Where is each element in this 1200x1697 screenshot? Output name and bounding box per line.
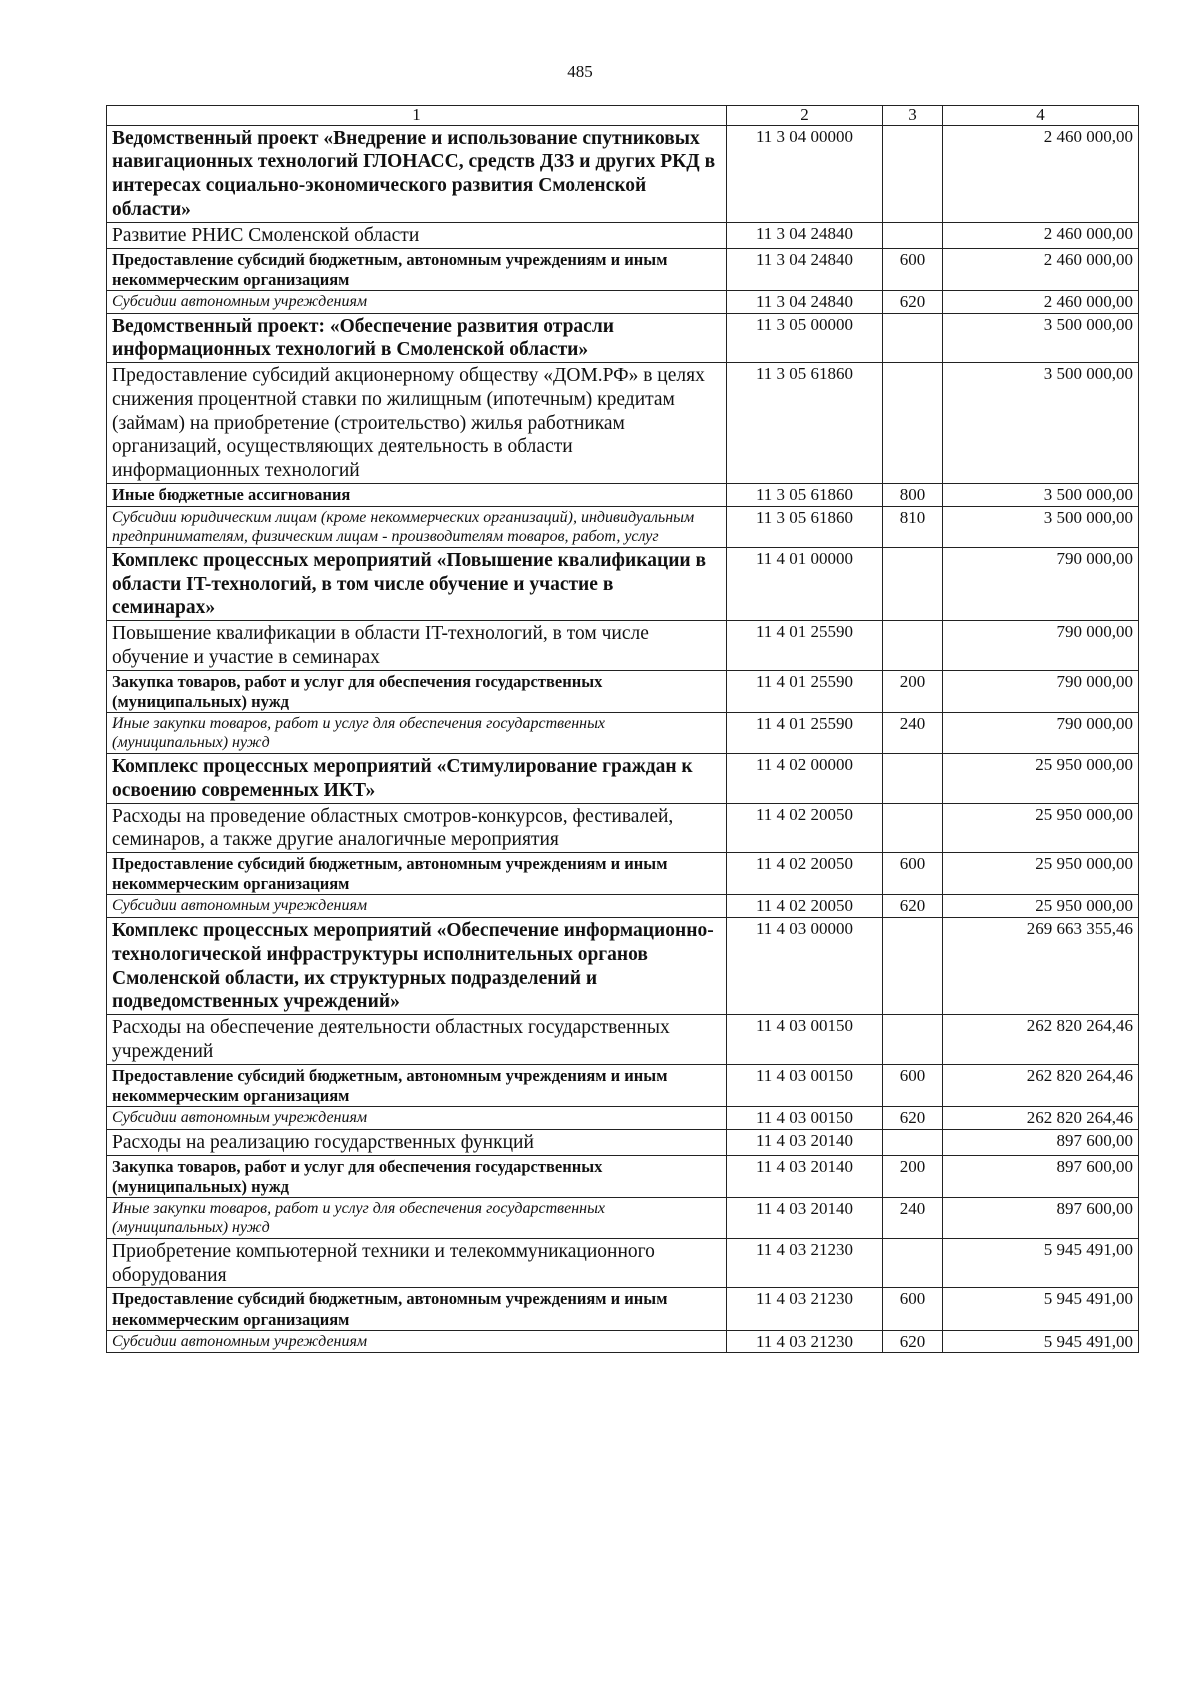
table-row	[107, 1197, 1139, 1238]
row-name-cell: Предоставление субсидий акционерному обществу «ДОМ.РФ» в целях снижения процентной ставки по жилищным (ипотечным) кредитам (займам) на приобретение (строительство) жилья работникам организаций, осуществляющих деятельность в области информационных технологий	[107, 363, 727, 484]
row-vr-cell	[883, 363, 943, 484]
table-row	[107, 1064, 1139, 1106]
row-name-cell: Иные закупки товаров, работ и услуг для обеспечения государственных (муниципальных) нужд	[107, 1197, 727, 1238]
row-code-cell: 11 4 03 21230	[727, 1330, 883, 1353]
row-vr-cell: 810	[883, 506, 943, 547]
row-sum-cell: 790 000,00	[943, 621, 1139, 671]
row-name-cell: Комплекс процессных мероприятий «Обеспечение информационно-технологической инфраструктуры исполнительных органов Смоленской области, их структурных подразделений и подведомственных учреждений»	[107, 918, 727, 1015]
row-vr-cell	[883, 1129, 943, 1155]
row-name-cell: Ведомственный проект «Внедрение и использование спутниковых навигационных технологий ГЛОНАСС, средств ДЗЗ и других РКД в интересах социально-экономического развития Смоленской области»	[107, 125, 727, 222]
row-name-cell: Закупка товаров, работ и услуг для обеспечения государственных (муниципальных) нужд	[107, 670, 727, 712]
row-sum-cell: 25 950 000,00	[943, 853, 1139, 895]
row-name-cell: Комплекс процессных мероприятий «Стимулирование граждан к освоению современных ИКТ»	[107, 754, 727, 804]
table-row	[107, 1155, 1139, 1197]
row-vr-cell: 620	[883, 1330, 943, 1353]
row-sum-cell: 3 500 000,00	[943, 363, 1139, 484]
row-name-cell: Развитие РНИС Смоленской области	[107, 222, 727, 248]
row-vr-cell: 600	[883, 1288, 943, 1330]
row-name-cell: Предоставление субсидий бюджетным, автономным учреждениям и иным некоммерческим организациям	[107, 1288, 727, 1330]
table-row	[107, 918, 1139, 1015]
row-name-cell: Закупка товаров, работ и услуг для обеспечения государственных (муниципальных) нужд	[107, 1155, 727, 1197]
row-sum-cell: 262 820 264,46	[943, 1107, 1139, 1130]
row-vr-cell	[883, 803, 943, 853]
page-number: 485	[567, 62, 593, 81]
table-row	[107, 313, 1139, 363]
header-cell-name: 1	[107, 106, 727, 126]
row-sum-cell: 2 460 000,00	[943, 290, 1139, 313]
row-sum-cell: 5 945 491,00	[943, 1330, 1139, 1353]
table-row	[107, 363, 1139, 484]
row-name-cell: Субсидии автономным учреждениям	[107, 1330, 727, 1353]
row-vr-cell	[883, 222, 943, 248]
row-name-cell: Расходы на проведение областных смотров-конкурсов, фестивалей, семинаров, а также другие аналогичные мероприятия	[107, 803, 727, 853]
row-code-cell: 11 3 05 00000	[727, 313, 883, 363]
row-code-cell: 11 4 02 00000	[727, 754, 883, 804]
table-row	[107, 853, 1139, 895]
table-row	[107, 1129, 1139, 1155]
row-sum-cell: 2 460 000,00	[943, 248, 1139, 290]
row-code-cell: 11 3 04 24840	[727, 290, 883, 313]
row-name-cell: Субсидии автономным учреждениям	[107, 895, 727, 918]
row-vr-cell	[883, 621, 943, 671]
row-vr-cell: 620	[883, 1107, 943, 1130]
row-sum-cell: 790 000,00	[943, 670, 1139, 712]
row-sum-cell: 2 460 000,00	[943, 222, 1139, 248]
table-row	[107, 895, 1139, 918]
row-name-cell: Расходы на обеспечение деятельности областных государственных учреждений	[107, 1015, 727, 1065]
row-code-cell: 11 4 03 20140	[727, 1197, 883, 1238]
header-cell-sum: 4	[943, 106, 1139, 126]
row-vr-cell: 240	[883, 1197, 943, 1238]
table-row	[107, 547, 1139, 620]
table-row	[107, 1330, 1139, 1353]
row-vr-cell: 600	[883, 1064, 943, 1106]
header-row	[107, 106, 1139, 126]
row-vr-cell	[883, 918, 943, 1015]
row-vr-cell	[883, 1238, 943, 1288]
row-vr-cell	[883, 1015, 943, 1065]
row-name-cell: Повышение квалификации в области IT-технологий, в том числе обучение и участие в семинарах	[107, 621, 727, 671]
row-code-cell: 11 4 03 21230	[727, 1288, 883, 1330]
row-vr-cell: 620	[883, 895, 943, 918]
row-name-cell: Субсидии автономным учреждениям	[107, 290, 727, 313]
row-sum-cell: 25 950 000,00	[943, 895, 1139, 918]
row-code-cell: 11 3 05 61860	[727, 363, 883, 484]
row-name-cell: Комплекс процессных мероприятий «Повышение квалификации в области IT-технологий, в том числе обучение и участие в семинарах»	[107, 547, 727, 620]
row-vr-cell: 240	[883, 712, 943, 753]
row-sum-cell: 897 600,00	[943, 1155, 1139, 1197]
row-code-cell: 11 4 03 20140	[727, 1129, 883, 1155]
row-sum-cell: 3 500 000,00	[943, 484, 1139, 507]
table-row	[107, 125, 1139, 222]
row-name-cell: Субсидии юридическим лицам (кроме некоммерческих организаций), индивидуальным предпринимателям, физическим лицам - производителям товаров, работ, услуг	[107, 506, 727, 547]
row-vr-cell: 800	[883, 484, 943, 507]
row-name-cell: Иные закупки товаров, работ и услуг для обеспечения государственных (муниципальных) нужд	[107, 712, 727, 753]
row-code-cell: 11 4 03 20140	[727, 1155, 883, 1197]
row-sum-cell: 5 945 491,00	[943, 1238, 1139, 1288]
row-code-cell: 11 4 02 20050	[727, 895, 883, 918]
row-name-cell: Иные бюджетные ассигнования	[107, 484, 727, 507]
header-cell-vr: 3	[883, 106, 943, 126]
row-sum-cell: 25 950 000,00	[943, 754, 1139, 804]
row-vr-cell: 600	[883, 248, 943, 290]
row-sum-cell: 2 460 000,00	[943, 125, 1139, 222]
table-row	[107, 621, 1139, 671]
row-code-cell: 11 4 03 00150	[727, 1064, 883, 1106]
row-code-cell: 11 4 02 20050	[727, 853, 883, 895]
row-code-cell: 11 4 01 25590	[727, 712, 883, 753]
row-name-cell: Предоставление субсидий бюджетным, автономным учреждениям и иным некоммерческим организациям	[107, 853, 727, 895]
row-code-cell: 11 4 01 00000	[727, 547, 883, 620]
table-row	[107, 670, 1139, 712]
row-sum-cell: 897 600,00	[943, 1129, 1139, 1155]
row-name-cell: Предоставление субсидий бюджетным, автономным учреждениям и иным некоммерческим организациям	[107, 1064, 727, 1106]
row-code-cell: 11 4 01 25590	[727, 670, 883, 712]
row-code-cell: 11 4 03 00000	[727, 918, 883, 1015]
header-cell-code: 2	[727, 106, 883, 126]
row-name-cell: Приобретение компьютерной техники и телекоммуникационного оборудования	[107, 1238, 727, 1288]
row-code-cell: 11 4 02 20050	[727, 803, 883, 853]
row-vr-cell	[883, 754, 943, 804]
row-sum-cell: 25 950 000,00	[943, 803, 1139, 853]
row-code-cell: 11 4 03 00150	[727, 1015, 883, 1065]
budget-table	[106, 105, 1139, 1353]
table-row	[107, 1238, 1139, 1288]
row-sum-cell: 897 600,00	[943, 1197, 1139, 1238]
table-row	[107, 1107, 1139, 1130]
table-row	[107, 484, 1139, 507]
table-row	[107, 222, 1139, 248]
row-vr-cell	[883, 125, 943, 222]
table-row	[107, 1288, 1139, 1330]
row-vr-cell	[883, 313, 943, 363]
table-row	[107, 290, 1139, 313]
row-code-cell: 11 4 01 25590	[727, 621, 883, 671]
row-code-cell: 11 4 03 21230	[727, 1238, 883, 1288]
table-row	[107, 506, 1139, 547]
row-vr-cell: 620	[883, 290, 943, 313]
row-name-cell: Расходы на реализацию государственных функций	[107, 1129, 727, 1155]
row-vr-cell	[883, 547, 943, 620]
table-row	[107, 754, 1139, 804]
row-sum-cell: 5 945 491,00	[943, 1288, 1139, 1330]
row-sum-cell: 262 820 264,46	[943, 1015, 1139, 1065]
row-name-cell: Предоставление субсидий бюджетным, автономным учреждениям и иным некоммерческим организациям	[107, 248, 727, 290]
row-sum-cell: 3 500 000,00	[943, 506, 1139, 547]
row-code-cell: 11 3 05 61860	[727, 484, 883, 507]
table-row	[107, 803, 1139, 853]
row-sum-cell: 3 500 000,00	[943, 313, 1139, 363]
table-row	[107, 1015, 1139, 1065]
row-code-cell: 11 3 04 24840	[727, 222, 883, 248]
row-code-cell: 11 3 04 00000	[727, 125, 883, 222]
row-name-cell: Ведомственный проект: «Обеспечение развития отрасли информационных технологий в Смоленской области»	[107, 313, 727, 363]
row-code-cell: 11 3 05 61860	[727, 506, 883, 547]
row-name-cell: Субсидии автономным учреждениям	[107, 1107, 727, 1130]
row-sum-cell: 790 000,00	[943, 547, 1139, 620]
row-sum-cell: 269 663 355,46	[943, 918, 1139, 1015]
row-sum-cell: 262 820 264,46	[943, 1064, 1139, 1106]
table-row	[107, 712, 1139, 753]
row-sum-cell: 790 000,00	[943, 712, 1139, 753]
row-code-cell: 11 3 04 24840	[727, 248, 883, 290]
row-vr-cell: 200	[883, 670, 943, 712]
row-code-cell: 11 4 03 00150	[727, 1107, 883, 1130]
row-vr-cell: 200	[883, 1155, 943, 1197]
table-row	[107, 248, 1139, 290]
row-vr-cell: 600	[883, 853, 943, 895]
